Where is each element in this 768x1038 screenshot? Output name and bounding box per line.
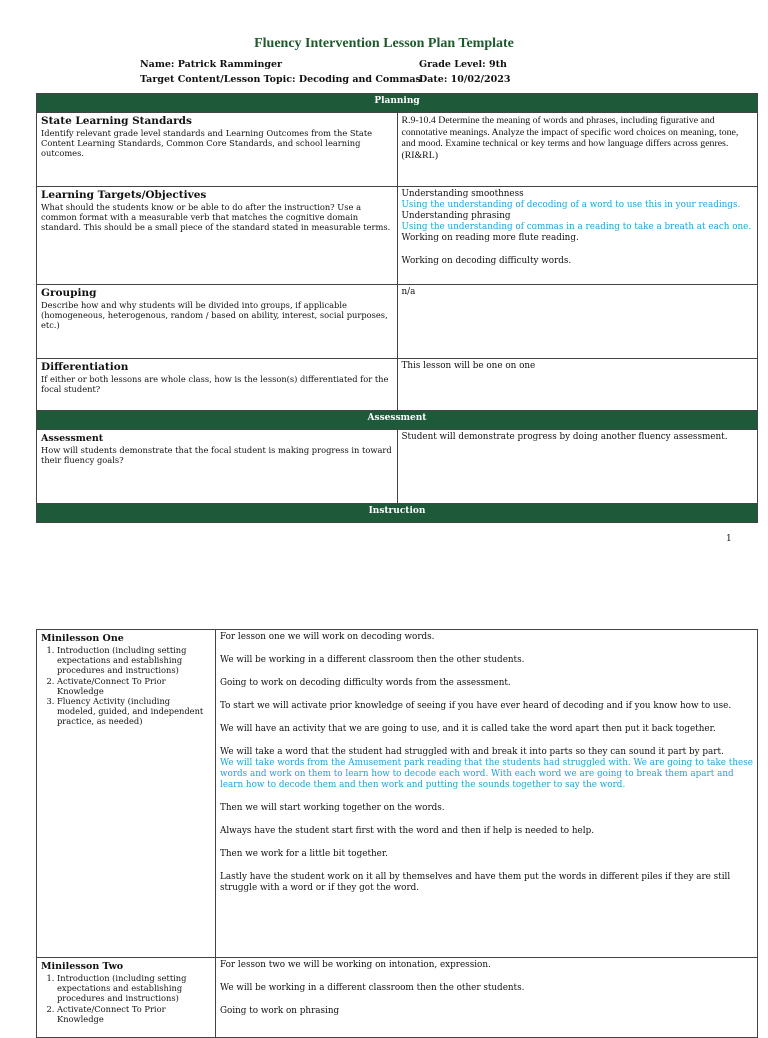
differentiation-heading: Differentiation [41, 361, 129, 373]
minilesson-table [36, 629, 758, 1038]
targets-heading: Learning Targets/Objectives [41, 189, 207, 201]
lesson-paragraph: Going to work on decoding difficulty words from the assessment. [220, 678, 511, 688]
target-line: Understanding phrasing [401, 211, 511, 221]
minilesson-two-row [37, 958, 758, 1038]
targets-description: What should the students know or be able to do after the instruction? Use a common format with a measurable verb that matches the cognitive domain standard. This should be a small piece of the standard stated in measurable terms. [41, 202, 391, 233]
minilesson-one-row [37, 630, 758, 958]
grouping-text: n/a [401, 287, 416, 297]
lesson-paragraph: To start we will activate prior knowledge of seeing if you have ever heard of decoding and if you know how to use. [220, 701, 732, 711]
page-number: 1 [726, 534, 732, 544]
grouping-content [397, 285, 758, 359]
instruction-header: Instruction [37, 504, 758, 523]
standards-heading: State Learning Standards [41, 115, 192, 127]
lesson-paragraph: We will be working in a different classroom then the other students. [220, 983, 525, 993]
assessment-header: Assessment [37, 411, 758, 430]
list-item: 2. Activate/Connect To Prior Knowledge [57, 1004, 211, 1024]
target-line: Using the understanding of commas in a reading to take a breath at each one. [401, 222, 752, 232]
date-field: Date: 10/02/2023 [419, 74, 511, 85]
lesson-paragraph: For lesson two we will be working on intonation, expression. [220, 960, 491, 970]
minilesson-two-list [41, 973, 211, 1024]
grouping-heading: Grouping [41, 287, 97, 299]
standards-cell [37, 113, 398, 187]
lesson-paragraph: Then we will start working together on the words. [220, 803, 445, 813]
standard-code: R.9-10.4 [401, 115, 436, 126]
minilesson-one-list [41, 645, 211, 727]
targets-cell [37, 187, 398, 285]
list-item: 2. Activate/Connect To Prior Knowledge [57, 676, 211, 696]
minilesson-two-cell [37, 958, 216, 1038]
targets-row [37, 187, 758, 285]
differentiation-description: If either or both lessons are whole class, how is the lesson(s) differentiated for the focal student? [41, 374, 389, 395]
standards-row [37, 113, 758, 187]
minilesson-two-heading: Minilesson Two [41, 961, 124, 972]
assessment-text: Student will demonstrate progress by doing another fluency assessment. [401, 432, 728, 442]
standard-text: Determine the meaning of words and phrases, including figurative and connotative meanings. Analyze the impact of specific word choices on meaning, tone, and mood. Examine technical or key terms and how language differs across genres. (RI&RL) [401, 115, 739, 161]
assessment-content [397, 430, 758, 504]
lesson-paragraph: Always have the student start first with the word and then if help is needed to help. [220, 826, 594, 836]
lesson-plan-table [36, 93, 758, 523]
minilesson-one-content [216, 630, 758, 958]
minilesson-one-heading: Minilesson One [41, 633, 124, 644]
differentiation-row [37, 359, 758, 411]
lesson-paragraph: We will have an activity that we are going to use, and it is called take the word apart then put it back together. [220, 724, 716, 734]
list-item: 1. Introduction (including setting expectations and establishing procedures and instructions) [57, 645, 211, 676]
planning-header: Planning [37, 94, 758, 113]
list-item: 3. Fluency Activity (including modeled, guided, and independent practice, as needed) [57, 696, 211, 727]
topic-field: Target Content/Lesson Topic: Decoding and Commas [140, 74, 421, 85]
target-line: Using the understanding of decoding of a word to use this in your readings. [401, 200, 741, 210]
lesson-paragraph: Then we work for a little bit together. [220, 849, 388, 859]
name-field: Name: Patrick Ramminger [140, 59, 283, 70]
assessment-heading: Assessment [41, 433, 104, 444]
targets-content [397, 187, 758, 285]
differentiation-cell [37, 359, 398, 411]
lesson-paragraph: Going to work on phrasing [220, 1006, 340, 1016]
differentiation-content [397, 359, 758, 411]
lesson-paragraph-highlight: We will take words from the Amusement park reading that the students had struggled with. We are going to take these words and work on them to learn how to decode each word. With each word we are going to break them apart and learn how to decode them and then work and putting the sounds together to say the word. [220, 758, 753, 790]
standards-description: Identify relevant grade level standards and Learning Outcomes from the State Content Learning Standards, Common Core Standards, and school learning outcomes. [41, 128, 373, 159]
grouping-description: Describe how and why students will be divided into groups, if applicable (homogeneous, heterogenous, random / based on ability, interest, social purposes, etc.) [41, 300, 388, 331]
lesson-paragraph: For lesson one we will work on decoding words. [220, 632, 435, 642]
lesson-paragraph: Lastly have the student work on it all by themselves and have them put the words in different piles if they are still struggle with a word or if they got the word. [220, 872, 731, 893]
target-line: Understanding smoothness [401, 189, 524, 199]
minilesson-one-cell [37, 630, 216, 958]
grade-field: Grade Level: 9th [419, 59, 507, 70]
assessment-row [37, 430, 758, 504]
target-line: Working on decoding difficulty words. [401, 256, 572, 266]
list-item: 1. Introduction (including setting expectations and establishing procedures and instructions) [57, 973, 211, 1004]
assessment-cell [37, 430, 398, 504]
grouping-cell [37, 285, 398, 359]
differentiation-text: This lesson will be one on one [401, 361, 536, 371]
lesson-paragraph: We will take a word that the student had struggled with and break it into parts so they can sound it part by part. [220, 747, 724, 757]
assessment-description: How will students demonstrate that the focal student is making progress in toward their fluency goals? [41, 445, 392, 466]
lesson-paragraph: We will be working in a different classroom then the other students. [220, 655, 525, 665]
document-title: Fluency Intervention Lesson Plan Template [254, 36, 514, 51]
grouping-row [37, 285, 758, 359]
standards-content [397, 113, 758, 187]
target-line: Working on reading more flute reading. [401, 233, 579, 243]
minilesson-two-content [216, 958, 758, 1038]
